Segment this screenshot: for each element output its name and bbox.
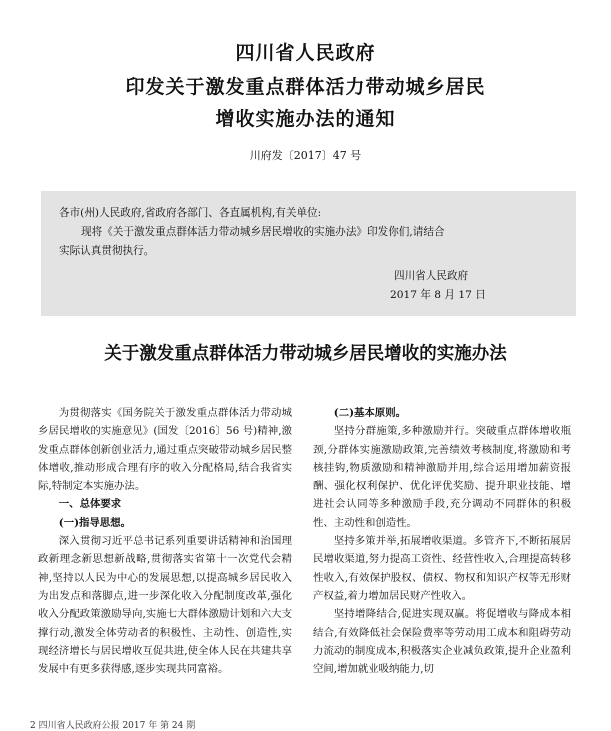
section-heading: 一、总体要求 xyxy=(58,498,122,511)
notice-body-line-2: 实际认真贯彻执行。 xyxy=(59,245,155,257)
title-line-3: 增收实施办法的通知 xyxy=(215,108,396,130)
subsection-heading: (二)基本原则。 xyxy=(333,407,406,419)
body-paragraph: 坚持增降结合,促进实现双赢。将促增收与降成本相结合,有效降低社会保险费率等劳动用工成本和阻碍劳动力流动的制度成本,积极落实企业减负政策,提升企业盈利空间,增加就业吸纳能力,切 xyxy=(313,608,571,676)
notice-body-line-1: 现将《关于激发重点群体活力带动城乡居民增收的实施办法》印发你们,请结合 xyxy=(81,226,445,238)
main-title: 关于激发重点群体活力带动城乡居民增收的实施办法 xyxy=(104,344,507,364)
notice-recipients: 各市(州)人民政府,省政府各部门、各直属机构,有关单位: xyxy=(59,207,322,219)
notice-date: 2017 年 8 月 17 日 xyxy=(390,289,486,301)
body-paragraph: 坚持分群施策,多种激励并行。突破重点群体增收瓶颈,分群体实施激励政策,完善绩效考核制度,将激励和考核挂钩,物质激励和精神激励并用,综合运用增加薪资报酬、强化权利保护、优化评优奖励、提升职业技能、增进社会认同等多种激励手段,充分调动不同群体的积极性、主动性和创造性。 xyxy=(313,425,571,529)
right-column xyxy=(313,404,571,678)
body-paragraph: 坚持多策并举,拓展增收渠道。多管齐下,不断拓展居民增收渠道,努力提高工资性、经营性收入,合理提高转移性收入,有效保护股权、债权、物权和知识产权等无形财产权益,着力增加居民财产性收入。 xyxy=(313,535,571,602)
left-column xyxy=(38,404,292,678)
notice-issuer: 四川省人民政府 xyxy=(394,270,469,282)
document-number: 川府发〔2017〕47 号 xyxy=(249,149,362,162)
title-line-2: 印发关于激发重点群体活力带动城乡居民 xyxy=(125,76,486,98)
body-paragraph: 深入贯彻习近平总书记系列重要讲话精神和治国理政新理念新思想新战略,贯彻落实省第十一次党代会精神,坚持以人民为中心的发展思想,以提高城乡居民收入为出发点和落脚点,进一步深化收入分配制度改革,强化收入分配政策激励导向,实施七大群体激励计划和六大支撑行动,激发全体劳动者的积极性、主动性、创造性,实现经济增长与居民增收互促共进,使全体人民在共建共享发展中有更多获得感,逐步实现共同富裕。 xyxy=(38,535,292,676)
notice-box xyxy=(41,191,576,316)
page-footer: 2 四川省人民政府公报 2017 年 第 24 期 xyxy=(30,721,196,731)
intro-paragraph: 为贯彻落实《国务院关于激发重点群体活力带动城乡居民增收的实施意见》(国发〔2016〕56 号)精神,激发重点群体创新创业活力,通过重点突破带动城乡居民整体增收,推动形成合理有序的收入分配格局,结合我省实际,特制定本实施办法。 xyxy=(38,407,292,493)
subsection-heading: (一)指导思想。 xyxy=(58,516,131,529)
title-line-1: 四川省人民政府 xyxy=(235,42,376,64)
